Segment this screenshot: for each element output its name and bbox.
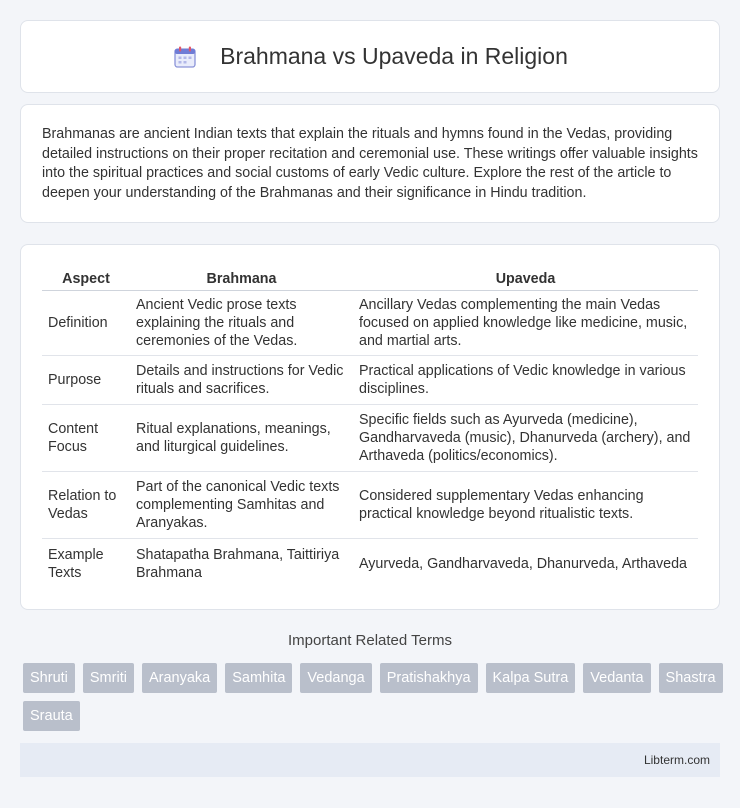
table-row [42,291,698,356]
table-row [42,539,698,588]
table-cell-upaveda: Specific fields such as Ayurveda (medicine), Gandharvaveda (music), Dhanurveda (archery), and Arthaveda (politics/economics). [353,405,698,472]
table-row [42,405,698,472]
table-row [42,472,698,539]
related-terms-title: Important Related Terms [288,632,452,649]
tag-kalpa-sutra[interactable]: Kalpa Sutra [486,663,576,693]
tag-aranyaka[interactable]: Aranyaka [142,663,217,693]
tag-samhita[interactable]: Samhita [225,663,292,693]
tag-pratishakhya[interactable]: Pratishakhya [380,663,478,693]
table-header-row [42,265,698,291]
table-cell-aspect: Definition [42,291,130,356]
table-cell-upaveda: Ancillary Vedas complementing the main Vedas focused on applied knowledge like medicine, music, and martial arts. [353,291,698,356]
tag-srauta[interactable]: Srauta [23,701,80,731]
header-card [20,20,720,93]
tag-vedanta[interactable]: Vedanta [583,663,650,693]
table-cell-upaveda: Considered supplementary Vedas enhancing practical knowledge beyond ritualistic texts. [353,472,698,539]
header-brahmana: Brahmana [130,265,353,291]
header-upaveda: Upaveda [353,265,698,291]
table-cell-aspect: Example Texts [48,546,104,581]
page-title: Brahmana vs Upaveda in Religion [220,43,568,69]
comparison-table-card [20,244,720,610]
tag-shastra[interactable]: Shastra [659,663,723,693]
table-cell-upaveda: Ayurveda, Gandharvaveda, Dhanurveda, Arthaveda [359,555,687,572]
table-cell-brahmana: Part of the canonical Vedic texts complementing Samhitas and Aranyakas. [130,472,353,539]
tag-smriti[interactable]: Smriti [83,663,134,693]
table-cell-brahmana: Ancient Vedic prose texts explaining the rituals and ceremonies of the Vedas. [130,291,353,356]
footer-site-link[interactable]: Libterm.com [643,753,710,767]
calendar-icon [172,44,198,70]
table-cell-brahmana: Shatapatha Brahmana, Taittiriya Brahmana [136,546,340,581]
comparison-table [42,265,698,588]
intro-text: Brahmanas are ancient Indian texts that explain the rituals and hymns found in the Vedas, providing detailed instructions on their proper recitation and ceremonial use. These writings offer valuable insights into the spiritual practices and social customs of early Vedic culture. Explore the rest of the article to deepen your understanding of the Brahmanas and their significance in Hindu tradition. [42,126,698,201]
table-cell-aspect: Content Focus [42,405,130,472]
table-cell-brahmana: Ritual explanations, meanings, and liturgical guidelines. [130,405,353,472]
table-cell-aspect: Relation to Vedas [42,472,130,539]
table-cell-upaveda: Practical applications of Vedic knowledge in various disciplines. [353,356,698,405]
tag-shruti[interactable]: Shruti [23,663,75,693]
footer [20,743,720,777]
table-row [42,356,698,405]
related-terms-list [23,663,723,731]
table-cell-aspect: Purpose [42,356,130,405]
table-cell-brahmana: Details and instructions for Vedic rituals and sacrifices. [130,356,353,405]
tag-vedanga[interactable]: Vedanga [300,663,371,693]
intro-card [20,104,720,223]
header-aspect: Aspect [42,265,130,291]
